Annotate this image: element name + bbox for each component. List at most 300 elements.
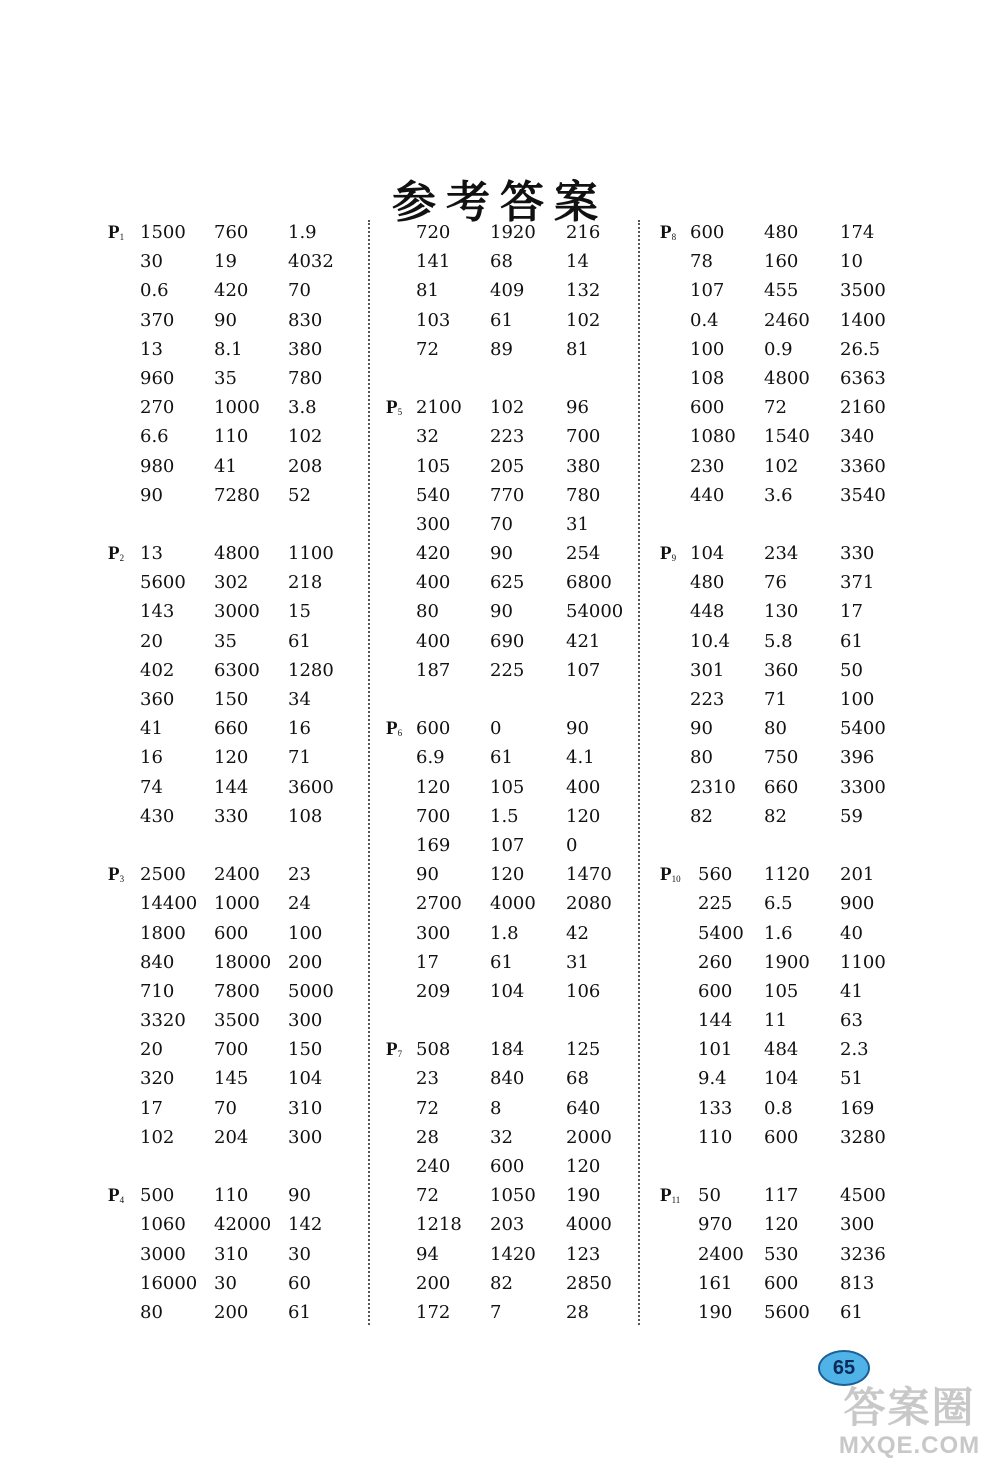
answer-value: 11 [764, 1010, 787, 1032]
answer-value: 61 [490, 951, 513, 973]
answer-value: 102 [288, 426, 323, 448]
answer-value: 172 [416, 1301, 451, 1323]
answer-value: 72 [764, 397, 787, 419]
answer-value: 1.8 [490, 922, 519, 944]
answer-value: 174 [840, 222, 875, 243]
answer-value: 700 [416, 805, 451, 827]
answer-value: 2500 [140, 864, 186, 886]
answer-value: 3000 [140, 1243, 186, 1265]
answer-value: 34 [288, 689, 311, 710]
answer-row [660, 773, 900, 802]
answer-value: 223 [490, 426, 525, 448]
answer-value: 420 [214, 280, 249, 302]
answer-value: 440 [690, 484, 725, 506]
answer-value: 90 [416, 864, 439, 886]
answer-column-1 [108, 218, 358, 1327]
answer-value: 1800 [140, 922, 186, 944]
answer-row [386, 452, 631, 481]
answer-row [386, 919, 631, 948]
answer-value: 144 [698, 1010, 733, 1032]
answer-row [386, 510, 631, 539]
answer-value: 600 [490, 1156, 525, 1177]
answer-value: 100 [288, 922, 323, 944]
answer-value: 103 [416, 309, 451, 331]
answer-value: 5400 [840, 718, 886, 740]
answer-value: 90 [490, 543, 513, 565]
answer-value: 1400 [840, 309, 886, 331]
answer-value: 104 [764, 1068, 799, 1090]
answer-row [386, 247, 631, 276]
section-gap [386, 1006, 631, 1035]
answer-section [386, 218, 631, 364]
answer-value: 42 [566, 922, 589, 944]
answer-value: 3320 [140, 1010, 186, 1032]
answer-value: 6.9 [416, 747, 445, 769]
answer-value: 100 [840, 689, 875, 710]
answer-value: 203 [490, 1214, 525, 1236]
answer-value: 330 [214, 805, 249, 827]
answer-value: 70 [214, 1097, 237, 1119]
answer-row [660, 597, 900, 626]
answer-value: 500 [140, 1185, 175, 1207]
answer-value: 396 [840, 747, 875, 769]
answer-value: 28 [566, 1301, 589, 1323]
answer-row [108, 481, 358, 510]
answer-value: 31 [566, 951, 589, 973]
answer-row [108, 919, 358, 948]
answer-row [660, 1064, 900, 1093]
answer-value: 59 [840, 805, 863, 827]
answer-value: 1.5 [490, 805, 519, 827]
answer-row [660, 1006, 900, 1035]
answer-value: 71 [764, 689, 787, 710]
answer-value: 120 [490, 864, 525, 886]
answer-value: 35 [214, 367, 237, 389]
answer-value: 18000 [214, 951, 272, 973]
section-gap [386, 364, 631, 393]
answer-row [660, 802, 900, 831]
answer-value: 0.6 [140, 280, 169, 302]
answer-value: 40 [840, 922, 863, 944]
section-gap [108, 831, 358, 860]
answer-row [108, 247, 358, 276]
answer-section [660, 1181, 900, 1327]
answer-value: 160 [764, 251, 799, 273]
answer-value: 35 [214, 630, 237, 652]
answer-value: 330 [840, 543, 875, 565]
answer-value: 61 [288, 1301, 311, 1323]
answer-value: 840 [490, 1068, 525, 1090]
answer-value: 3500 [214, 1010, 260, 1032]
answer-value: 14 [566, 251, 589, 273]
answer-value: 970 [698, 1214, 733, 1236]
answer-value: 400 [416, 630, 451, 652]
answer-value: 108 [288, 805, 323, 827]
page-label-number: 9 [671, 553, 677, 564]
answer-row [108, 452, 358, 481]
answer-value: 1100 [840, 951, 886, 973]
answer-value: 107 [566, 659, 601, 681]
answer-value: 42000 [214, 1214, 272, 1236]
page-label-number: 7 [397, 1049, 403, 1060]
answer-row [660, 306, 900, 335]
answer-value: 2160 [840, 397, 886, 419]
answer-value: 254 [566, 543, 601, 565]
section-gap [108, 510, 358, 539]
answer-value: 900 [840, 893, 875, 915]
answer-value: 169 [840, 1097, 875, 1119]
page-label-number: 2 [119, 553, 125, 564]
answer-value: 68 [490, 251, 513, 273]
answer-row [108, 1123, 358, 1152]
answer-value: 61 [840, 630, 863, 652]
answer-value: 80 [416, 601, 439, 623]
answer-value: 200 [214, 1301, 249, 1323]
answer-value: 106 [566, 980, 601, 1002]
answer-value: 81 [566, 338, 589, 360]
answer-value: 17 [140, 1097, 163, 1119]
answer-row [108, 1181, 358, 1210]
answer-value: 10 [840, 251, 863, 273]
answer-value: 2.3 [840, 1039, 869, 1061]
answer-value: 600 [764, 1272, 799, 1294]
answer-value: 120 [416, 776, 451, 798]
answer-value: 3.6 [764, 484, 793, 506]
answer-value: 4.1 [566, 747, 595, 769]
answer-value: 4500 [840, 1185, 886, 1207]
answer-row [660, 481, 900, 510]
answer-value: 70 [490, 513, 513, 535]
answer-value: 400 [416, 572, 451, 594]
column-divider-1 [368, 220, 370, 1325]
answer-row [660, 1035, 900, 1064]
answer-value: 4800 [214, 543, 260, 565]
answer-value: 770 [490, 484, 525, 506]
answer-value: 0 [566, 834, 578, 856]
answer-row [660, 1094, 900, 1123]
answer-value: 141 [416, 251, 451, 273]
answer-value: 102 [490, 397, 525, 419]
answer-value: 28 [416, 1126, 439, 1148]
answer-row [386, 481, 631, 510]
page-label-number: 8 [671, 232, 677, 242]
answer-value: 13 [140, 543, 163, 565]
answer-value: 150 [214, 689, 249, 710]
answer-value: 100 [690, 338, 725, 360]
answer-value: 480 [690, 572, 725, 594]
answer-value: 15 [288, 601, 311, 623]
page-label: P [660, 864, 672, 886]
answer-value: 31 [566, 513, 589, 535]
answer-value: 780 [288, 367, 323, 389]
page-label-number: 10 [671, 874, 681, 885]
answer-value: 4800 [764, 367, 810, 389]
answer-value: 82 [764, 805, 787, 827]
answer-row [108, 306, 358, 335]
answer-value: 1060 [140, 1214, 186, 1236]
answer-value: 430 [140, 805, 175, 827]
answer-value: 2310 [690, 776, 736, 798]
answer-value: 150 [288, 1039, 323, 1061]
answer-value: 660 [214, 718, 249, 740]
answer-value: 1.6 [764, 922, 793, 944]
answer-value: 402 [140, 659, 175, 681]
answer-row [660, 218, 900, 247]
answer-value: 184 [490, 1039, 525, 1061]
answer-row [108, 889, 358, 918]
answer-section [660, 218, 900, 510]
answer-value: 225 [698, 893, 733, 915]
answer-value: 3360 [840, 455, 886, 477]
answer-value: 720 [416, 222, 451, 243]
answer-section [386, 393, 631, 685]
answer-row [108, 335, 358, 364]
answer-value: 120 [214, 747, 249, 769]
answer-section [386, 714, 631, 1006]
answer-value: 600 [690, 222, 725, 243]
answer-row [660, 335, 900, 364]
answer-row [386, 597, 631, 626]
answer-value: 3280 [840, 1126, 886, 1148]
answer-value: 32 [490, 1126, 513, 1148]
answer-value: 700 [214, 1039, 249, 1061]
answer-value: 5000 [288, 980, 334, 1002]
answer-row [386, 656, 631, 685]
answer-value: 780 [566, 484, 601, 506]
answer-value: 104 [288, 1068, 323, 1090]
answer-row [386, 1123, 631, 1152]
answer-value: 320 [140, 1068, 175, 1090]
answer-value: 6.5 [764, 893, 793, 915]
answer-row [386, 218, 631, 247]
answer-row [108, 802, 358, 831]
answer-value: 4000 [490, 893, 536, 915]
answer-value: 61 [490, 309, 513, 331]
answer-value: 310 [288, 1097, 323, 1119]
answer-value: 6363 [840, 367, 886, 389]
answer-value: 813 [840, 1272, 875, 1294]
answer-value: 1218 [416, 1214, 462, 1236]
answer-value: 830 [288, 309, 323, 331]
answer-value: 216 [566, 222, 601, 243]
answer-value: 104 [690, 543, 725, 565]
answer-row [660, 743, 900, 772]
answer-value: 23 [288, 864, 311, 886]
section-gap [660, 1152, 900, 1181]
answer-row [108, 1210, 358, 1239]
answer-section [108, 860, 358, 1152]
answer-value: 760 [214, 222, 249, 243]
answer-value: 143 [140, 601, 175, 623]
answer-value: 0.8 [764, 1097, 793, 1119]
answer-row [386, 1094, 631, 1123]
answer-value: 30 [140, 251, 163, 273]
answer-value: 94 [416, 1243, 439, 1265]
page-number-badge: 65 [818, 1350, 870, 1386]
page-label: P [108, 1185, 120, 1207]
answer-value: 120 [566, 805, 601, 827]
answer-value: 8.1 [214, 338, 243, 360]
answer-section [108, 1181, 358, 1327]
answer-value: 80 [690, 747, 713, 769]
answer-value: 7280 [214, 484, 260, 506]
answer-row [386, 1035, 631, 1064]
page-label-number: 6 [397, 728, 403, 739]
answer-value: 187 [416, 659, 451, 681]
answer-value: 50 [840, 659, 863, 681]
answer-row [108, 1269, 358, 1298]
answer-row [386, 539, 631, 568]
answer-value: 6800 [566, 572, 612, 594]
answer-value: 190 [698, 1301, 733, 1323]
answer-section [108, 539, 358, 831]
answer-value: 225 [490, 659, 525, 681]
answer-row [660, 1298, 900, 1327]
answer-row [386, 773, 631, 802]
answer-section [108, 218, 358, 510]
answer-value: 26.5 [840, 338, 881, 360]
answer-value: 96 [566, 397, 589, 419]
answer-value: 421 [566, 630, 601, 652]
answer-value: 2000 [566, 1126, 612, 1148]
answer-value: 125 [566, 1039, 601, 1061]
answer-row [660, 948, 900, 977]
answer-row [108, 1035, 358, 1064]
answer-section [660, 860, 900, 1152]
answer-value: 82 [490, 1272, 513, 1294]
answer-value: 300 [288, 1126, 323, 1148]
answer-value: 10.4 [690, 630, 731, 652]
answer-value: 23 [416, 1068, 439, 1090]
answer-row [660, 889, 900, 918]
answer-value: 640 [566, 1097, 601, 1119]
answer-value: 50 [698, 1185, 721, 1207]
answer-value: 30 [288, 1243, 311, 1265]
answer-value: 200 [288, 951, 323, 973]
answer-value: 1000 [214, 397, 260, 419]
answer-value: 2400 [214, 864, 260, 886]
answer-value: 90 [214, 309, 237, 331]
answer-value: 41 [214, 455, 237, 477]
answer-row [386, 860, 631, 889]
answer-value: 20 [140, 1039, 163, 1061]
answer-row [660, 1123, 900, 1152]
answer-value: 5600 [140, 572, 186, 594]
answer-value: 3300 [840, 776, 886, 798]
answer-row [660, 276, 900, 305]
answer-row [660, 1240, 900, 1269]
answer-value: 80 [140, 1301, 163, 1323]
answer-value: 420 [416, 543, 451, 565]
answer-value: 230 [690, 455, 725, 477]
answer-value: 90 [490, 601, 513, 623]
answer-value: 132 [566, 280, 601, 302]
answer-value: 508 [416, 1039, 451, 1061]
answer-value: 201 [840, 864, 875, 886]
answer-row [660, 919, 900, 948]
answer-value: 101 [698, 1039, 733, 1061]
answer-value: 0.9 [764, 338, 793, 360]
answer-value: 530 [764, 1243, 799, 1265]
answer-row [660, 685, 900, 714]
answer-row [108, 539, 358, 568]
answer-section [660, 539, 900, 831]
answer-value: 117 [764, 1185, 799, 1207]
answer-value: 200 [416, 1272, 451, 1294]
answer-value: 5400 [698, 922, 744, 944]
answer-value: 161 [698, 1272, 733, 1294]
answer-value: 107 [490, 834, 525, 856]
answer-value: 260 [698, 951, 733, 973]
answer-row [660, 714, 900, 743]
answer-value: 82 [690, 805, 713, 827]
answer-row [108, 393, 358, 422]
answer-row [660, 1269, 900, 1298]
answer-value: 690 [490, 630, 525, 652]
answer-row [108, 1064, 358, 1093]
answer-row [108, 218, 358, 247]
answer-row [386, 568, 631, 597]
answer-value: 300 [840, 1214, 875, 1236]
answer-value: 7 [490, 1301, 502, 1323]
answer-value: 72 [416, 338, 439, 360]
answer-value: 409 [490, 280, 525, 302]
answer-row [386, 1181, 631, 1210]
answer-row [108, 597, 358, 626]
answer-value: 223 [690, 689, 725, 710]
answer-value: 360 [140, 689, 175, 710]
answer-value: 142 [288, 1214, 323, 1236]
answer-value: 144 [214, 776, 249, 798]
answer-value: 13 [140, 338, 163, 360]
answer-value: 204 [214, 1126, 249, 1148]
answer-value: 190 [566, 1185, 601, 1207]
section-gap [386, 685, 631, 714]
answer-value: 2850 [566, 1272, 612, 1294]
answer-value: 1100 [288, 543, 334, 565]
answer-value: 234 [764, 543, 799, 565]
answer-row [386, 276, 631, 305]
answer-value: 600 [690, 397, 725, 419]
answer-value: 102 [764, 455, 799, 477]
answer-value: 104 [490, 980, 525, 1002]
section-gap [660, 831, 900, 860]
answer-value: 300 [416, 922, 451, 944]
answer-value: 370 [140, 309, 175, 331]
answer-row [108, 714, 358, 743]
answer-value: 360 [764, 659, 799, 681]
answer-value: 74 [140, 776, 163, 798]
answer-row [108, 568, 358, 597]
answer-row [108, 1298, 358, 1327]
answer-value: 81 [416, 280, 439, 302]
answer-row [660, 539, 900, 568]
answer-value: 1420 [490, 1243, 536, 1265]
answer-value: 32 [416, 426, 439, 448]
page-label: P [108, 864, 120, 886]
answer-value: 60 [288, 1272, 311, 1294]
answer-value: 102 [140, 1126, 175, 1148]
answer-value: 1000 [214, 893, 260, 915]
watermark-text-top: 答案圈 [843, 1384, 976, 1431]
answer-value: 145 [214, 1068, 249, 1090]
answer-row [108, 1094, 358, 1123]
answer-value: 448 [690, 601, 725, 623]
answer-row [660, 422, 900, 451]
answer-value: 108 [690, 367, 725, 389]
answer-value: 3236 [840, 1243, 886, 1265]
page-label-number: 5 [397, 407, 403, 418]
